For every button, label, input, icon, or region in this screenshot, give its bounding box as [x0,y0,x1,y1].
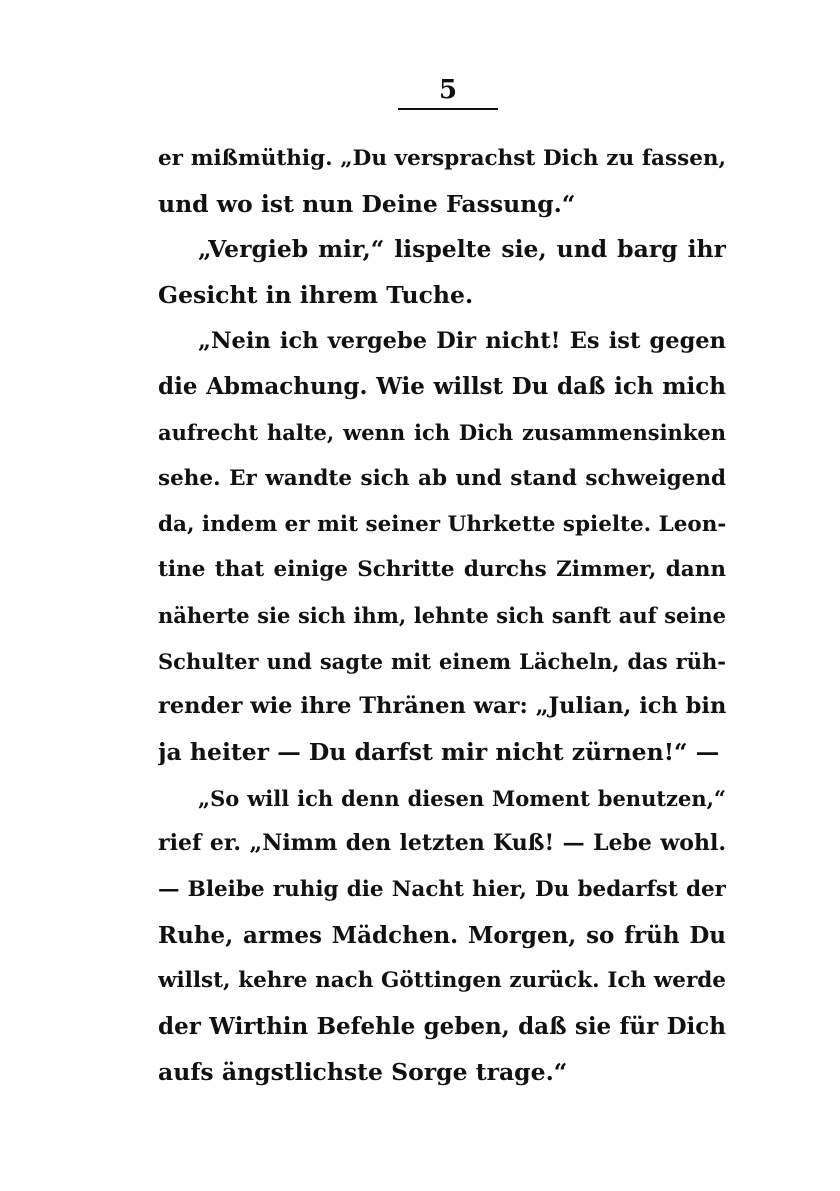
text-line: aufrecht halte, wenn ich Dich zusammensinken [158,420,726,446]
text-line: „So will ich denn diesen Moment benutzen,“ [198,785,726,811]
text-line: er mißmüthig. „Du versprachst Dich zu fassen, [158,146,726,171]
page-number-rule [398,108,498,110]
text-line: — Bleibe ruhig die Nacht hier, Du bedarfst der [158,877,726,902]
text-line: näherte sie sich ihm, lehnte sich sanft auf seine [158,602,726,628]
text-line: rief er. „Nimm den letzten Kuß! — Lebe wohl. [158,830,726,857]
text-line: die Abmachung. Wie willst Du daß ich mich [158,373,726,401]
text-line: da, indem er mit seiner Uhrkette spielte. Leon- [158,511,726,537]
text-line: der Wirthin Befehle geben, daß sie für Dich [158,1013,726,1041]
page-number: 5 [438,75,458,105]
text-line: Ruhe, armes Mädchen. Morgen, so früh Du [158,921,726,949]
text-line: aufs ängstlichste Sorge trage.“ [158,1057,568,1086]
text-line: render wie ihre Thränen war: „Julian, ich bin [158,693,726,720]
text-line: „Nein ich vergebe Dir nicht! Es ist gegen [198,327,726,354]
text-line: Gesicht in ihrem Tuche. [158,281,474,310]
text-line: und wo ist nun Deine Fassung.“ [158,189,576,218]
text-line: „Vergieb mir,“ lispelte sie, und barg ihr [198,235,726,264]
text-line: ja heiter — Du darfst mir nicht zürnen!“ — [158,737,720,766]
text-line: willst, kehre nach Göttingen zurück. Ich werde [158,968,726,994]
text-line: sehe. Er wandte sich ab und stand schweigend [158,465,726,491]
body-text [158,136,726,1095]
text-line: tine that einige Schritte durchs Zimmer, dann [158,557,726,583]
text-line: Schulter und sagte mit einem Lächeln, das rüh- [158,648,726,674]
